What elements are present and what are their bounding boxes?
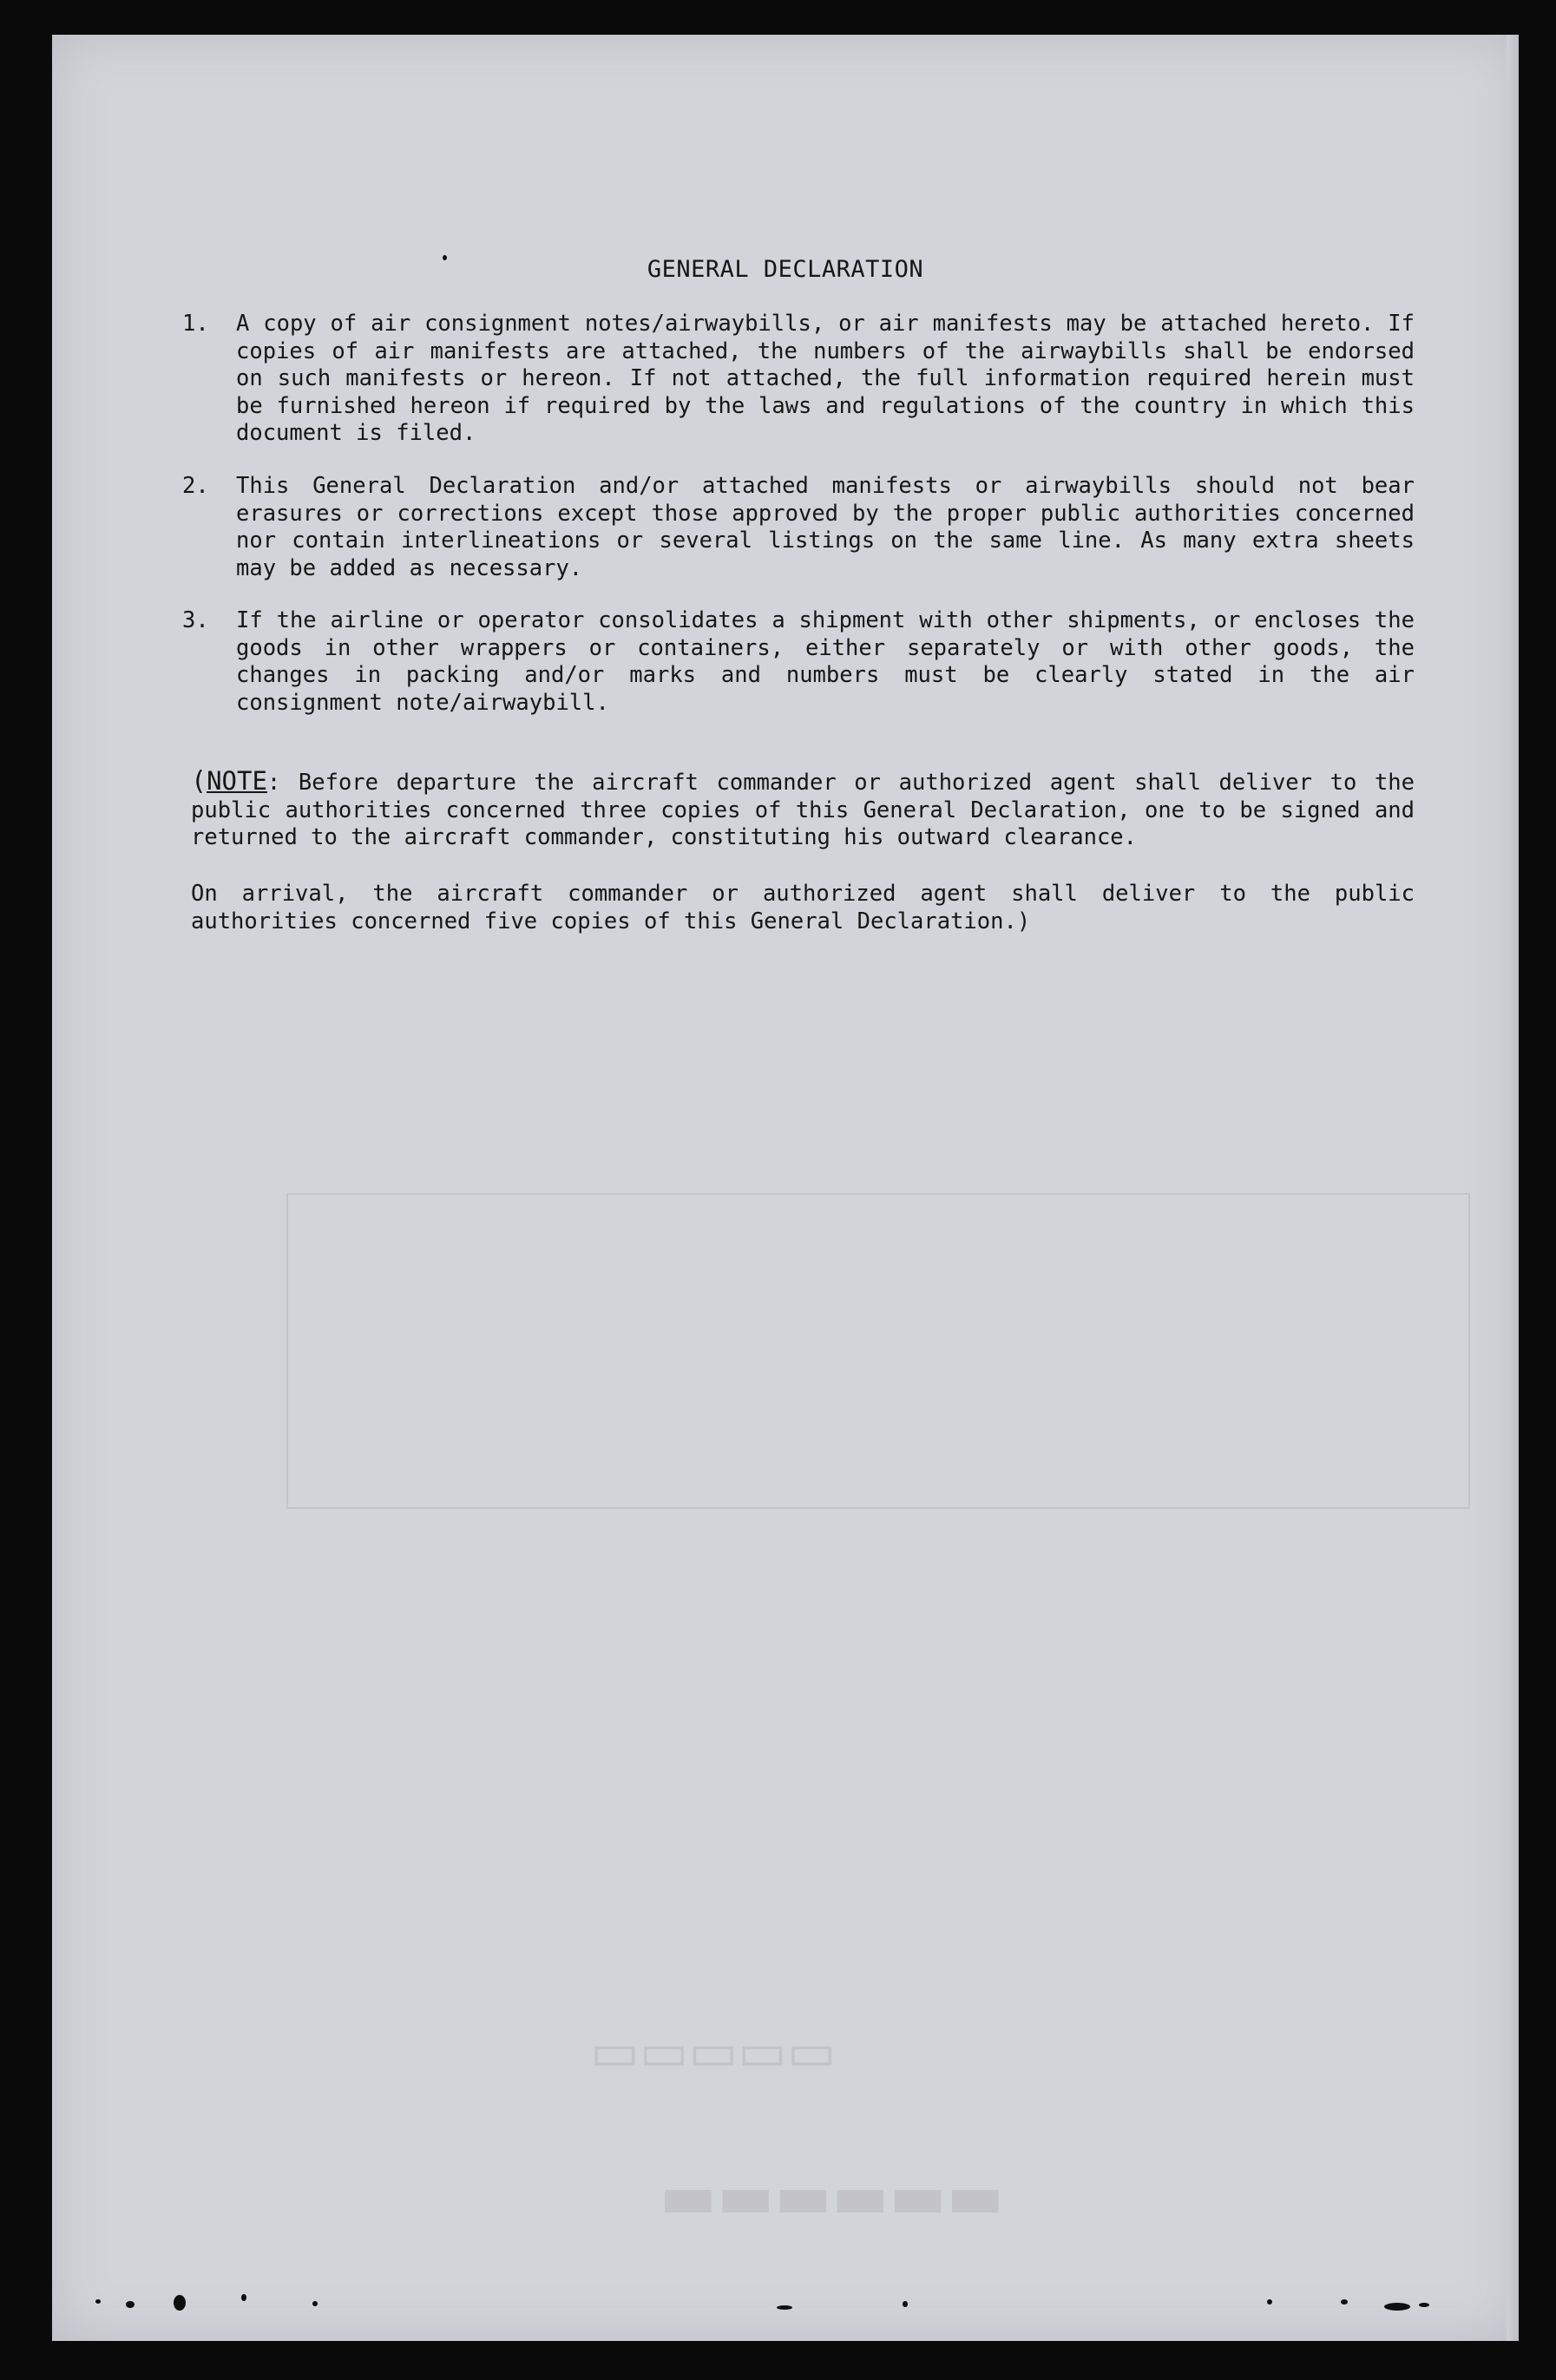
dust-speck	[312, 2301, 318, 2306]
list-item	[182, 473, 1415, 582]
dust-speck	[777, 2305, 792, 2310]
list-item-number: 1.	[182, 311, 209, 337]
document-content	[52, 35, 1519, 2341]
bleed-through-mark: ▭▭▭▭▭	[590, 2022, 837, 2082]
dust-speck	[241, 2294, 246, 2301]
dust-speck	[1267, 2299, 1272, 2305]
document-title: GENERAL DECLARATION	[647, 256, 924, 283]
list-item-text: If the airline or operator consolidates a shipment with other shipments, or encloses the goods in other wrappers or containers, either separately or with other goods, the changes in packing and/or marks and numbers must be clearly stated in the air consignment note/airwaybill.	[236, 607, 1415, 716]
note-open-paren: (	[191, 766, 207, 797]
dust-speck	[174, 2295, 186, 2311]
note-label: NOTE	[207, 766, 267, 796]
note-text: Before departure the aircraft commander or authorized agent shall deliver to the public authorities concerned three copies of this General Declaration, one to be signed and returned to the aircraft commander, constituting his outward clearance.	[191, 770, 1415, 850]
dust-speck	[126, 2301, 135, 2308]
list-item	[182, 311, 1415, 448]
dust-speck	[903, 2301, 908, 2307]
dust-speck	[95, 2299, 101, 2304]
bleed-through-mark: ▬▬▬▬▬▬	[660, 2160, 1004, 2232]
list-item-text: This General Declaration and/or attached manifests or airwaybills should not bear erasures or corrections except those approved by the proper public authorities concerned nor contain interlineations or several listings on the same line. As many extra sheets may be added as necessary.	[236, 473, 1415, 581]
dust-speck	[443, 255, 447, 260]
list-item	[182, 607, 1415, 717]
dust-speck	[1419, 2303, 1429, 2307]
dust-speck	[1341, 2299, 1348, 2305]
list-item-number: 2.	[182, 473, 209, 499]
dust-speck	[1384, 2303, 1410, 2311]
document-sheet	[52, 35, 1519, 2341]
note-paragraph	[191, 768, 1415, 852]
note-colon: :	[266, 770, 281, 796]
arrival-paragraph: On arrival, the aircraft commander or authorized agent shall deliver to the public authorities concerned five copies of this General Declaration.)	[191, 881, 1415, 934]
list-item-text: A copy of air consignment notes/airwaybills, or air manifests may be attached hereto. If copies of air manifests are attached, the numbers of the airwaybills shall be endorsed on such manifests or hereon. If not attached, the full information required herein must be furnished hereon if required by the laws and regulations of the country in which this document is filed.	[236, 311, 1415, 446]
list-item-number: 3.	[182, 607, 209, 633]
